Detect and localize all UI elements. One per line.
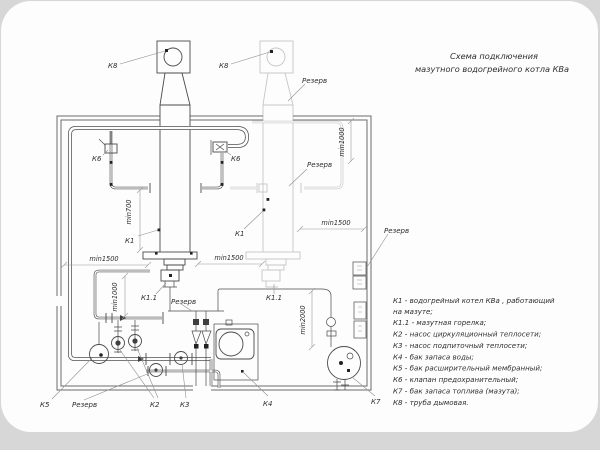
legend-line-k4: К4 - бак запаса воды; <box>393 352 474 362</box>
label-k2: К2 <box>150 401 160 409</box>
label-k3: К3 <box>180 401 190 409</box>
legend-line-k6: К6 - клапан предохранительный; <box>393 375 519 384</box>
dim-min1500-right: min1500 <box>321 219 351 227</box>
label-k5: К5 <box>40 401 50 409</box>
dim-min700: min700 <box>125 199 133 225</box>
label-k7: К7 <box>371 398 381 406</box>
label-reserve-wall: Резерв <box>384 227 410 235</box>
dim-min1500-mid: min1500 <box>214 254 244 262</box>
label-reserve-pump: Резерв <box>72 401 98 409</box>
burner-k11 <box>161 270 179 287</box>
label-k8-right: К8 <box>219 62 229 70</box>
diagram-labels <box>40 62 409 409</box>
label-k11-right: К1.1 <box>266 294 283 302</box>
dimension-labels <box>89 127 350 334</box>
legend-line-k8: К8 - труба дымовая. <box>393 398 469 407</box>
label-reserve-fuel: Резерв <box>171 298 197 306</box>
label-k4: К4 <box>263 400 273 408</box>
drawing-title <box>415 51 569 74</box>
dim-min1500-left: min1500 <box>89 255 119 263</box>
legend-line-k7: К7 - бак запаса топлива (мазута); <box>393 386 520 396</box>
label-reserve-chimney: Резерв <box>302 77 328 85</box>
dim-min1000-left: min1000 <box>111 282 119 312</box>
legend-line-k3: К3 - насос подпиточный теплосети; <box>393 341 528 350</box>
pipe-safety-branches <box>111 131 222 193</box>
wall-boxes <box>353 262 366 338</box>
fuel-tank-k7 <box>328 347 361 391</box>
title-line-1: Схема подключения <box>450 51 538 61</box>
boiler-k1-reserve <box>246 252 300 287</box>
legend-line-k1b: на мазуте; <box>393 307 433 316</box>
title-line-2: мазутного водогрейного котла КВа <box>414 64 570 74</box>
legend <box>393 296 555 407</box>
legend-line-k2: К2 - насос циркуляционный теплосети; <box>393 329 542 339</box>
chimney-k8 <box>157 41 190 105</box>
chimney-k8-reserve <box>260 41 293 252</box>
label-k6-right: К6 <box>231 155 241 163</box>
safety-valve-k6-left <box>99 131 117 153</box>
label-k8-left: К8 <box>108 62 118 70</box>
safety-valve-k6-right <box>211 140 227 155</box>
legend-line-k1: К1 - водогрейный котел КВа , работающий <box>393 296 555 305</box>
legend-line-k11: К1.1 - мазутная горелка; <box>393 318 487 327</box>
label-k11-left: К1.1 <box>141 294 158 302</box>
dim-min2000: min2000 <box>299 305 307 335</box>
dim-min1000-top: min1000 <box>338 127 346 157</box>
label-k1-left: К1 <box>125 237 135 245</box>
legend-line-k5: К5 - бак расширительный мембранный; <box>393 363 543 373</box>
label-k1-right: К1 <box>235 230 245 238</box>
water-tank-k4 <box>214 320 258 380</box>
label-k6-left: К6 <box>92 155 102 163</box>
label-reserve-boiler: Резерв <box>307 161 333 169</box>
